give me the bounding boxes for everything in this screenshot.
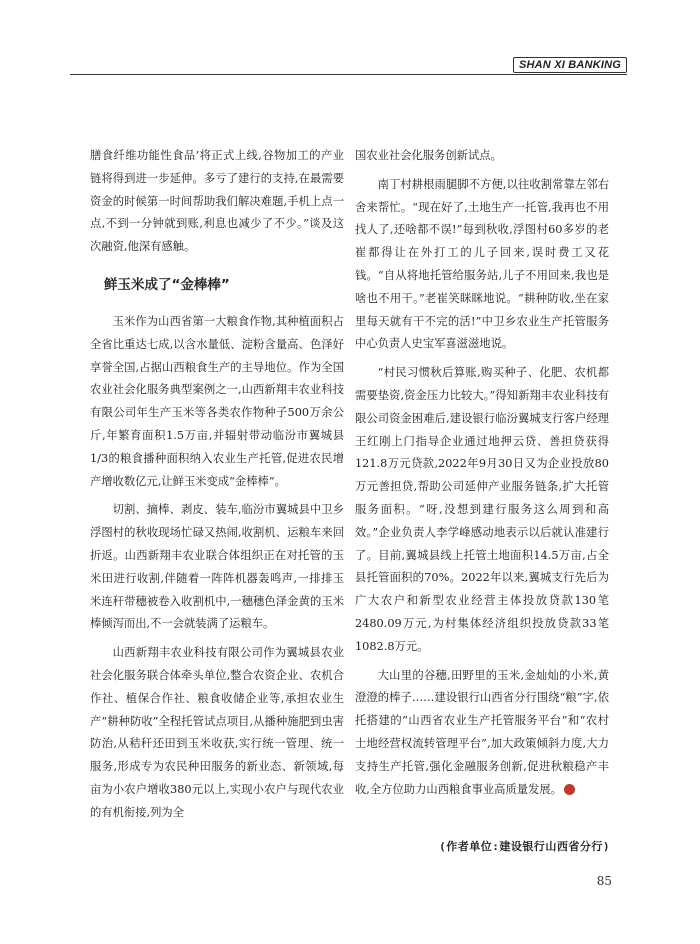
author-affiliation: (作者单位:建设银行山西省分行) [439,840,610,853]
paragraph: 国农业社会化服务创新试点。 [355,149,502,162]
page-number: 85 [596,874,612,888]
end-mark-icon: 合 [564,784,575,795]
paragraph [355,665,609,802]
journal-header [513,57,627,73]
paragraph-text: 大山里的谷穗,田野里的玉米,金灿灿的小米,黄澄澄的棒子……建设银行山西省分行围绕“粮”字,依托搭建的“山西省农业生产托管服务平台”和“农村土地经营权流转管理平台”,加大政策倾斜力度,大力支持生产托管,强化金融服务创新,促进秋粮稳产丰收,全方位助力山西粮食事业高质量发展。 [355,668,609,796]
paragraph: “村民习惯秋后算账,购买种子、化肥、农机都需要垫资,资金压力比较大。”得知新翔丰农业科技有限公司资金困难后,建设银行临汾翼城支行客户经理王红刚上门指导企业通过地押云贷、善担贷获得121.8万元贷款,2022年9月30日又为企业投放80万元善担贷,帮助公司延伸产业服务链条,扩大托管服务面积。“呀,没想到建行服务这么周到和高效。”企业负责人李学峰感动地表示以后就认准建行了。目前,翼城县线上托管土地面积14.5万亩,占全县托管面积的70%。2022年以来,翼城支行先后为广大农户和新型农业经营主体投放贷款130笔2480.09万元,为村集体经济组织投放贷款33笔1082.8万元。 [355,366,609,653]
header-rule [70,74,627,75]
paragraph: 切割、摘棒、剥皮、装车,临汾市翼城县中卫乡浮图村的秋收现场忙碌又热闹,收割机、运粮车来回折返。山西新翔丰农业联合体组织正在对托管的玉米田进行收割,伴随着一阵阵机器轰鸣声,一排排玉米连秆带穗被卷入收割机中,一穗穗色泽金黄的玉米棒倾泻而出,不一会就装满了运粮车。 [90,503,344,631]
paragraph: 玉米作为山西省第一大粮食作物,其种植面积占全省比重达七成,以含水量低、淀粉含量高、色泽好享誉全国,占据山西粮食生产的主导地位。作为全国农业社会化服务典型案例之一,山西新翔丰农业科技有限公司年生产玉米等各类农作物种子500万余公斤,年繁育面积1.5万亩,并辐射带动临汾市翼城县1/3的粮食播种面积纳入农业生产托管,促进农民增产增收数亿元,让鲜玉米变成“金棒棒”。 [90,314,344,488]
left-column [90,145,344,825]
journal-title: SHAN XI BANKING [513,57,627,73]
right-column [355,145,609,801]
section-heading: 鲜玉米成了“金棒棒” [104,276,230,293]
paragraph: 山西新翔丰农业科技有限公司作为翼城县农业社会化服务联合体牵头单位,整合农资企业、农机合作社、植保合作社、粮食收储企业等,承担农业生产“耕种防收”全程托管试点项目,从播种施肥到虫害防治,从秸秆还田到玉米收获,实行统一管理、统一服务,形成专为农民种田服务的新业态、新领域,每亩为小农户增收380元以上,实现小农户与现代农业的有机衔接,列为全 [90,646,344,819]
paragraph: 南丁村耕根雨腿脚不方便,以往收割常靠左邻右舍来帮忙。“现在好了,土地生产一托管,我再也不用找人了,还啥都不误!”每到秋收,浮图村60多岁的老崔都得让在外打工的儿子回来,误时费工又花钱。“自从将地托管给服务站,儿子不用回来,我也是啥也不用干。”老崔笑眯眯地说。“耕种防收,坐在家里每天就有干不完的活!”中卫乡农业生产托管服务中心负责人史宝军喜滋滋地说。 [355,177,609,351]
paragraph: 膳食纤维功能性食品’将正式上线,谷物加工的产业链将得到进一步延伸。多亏了建行的支持,在最需要资金的时候第一时间帮助我们解决难题,手机上点一点,不到一分钟就到账,利息也减少了不少。”谈及这次融资,他深有感触。 [90,149,344,254]
